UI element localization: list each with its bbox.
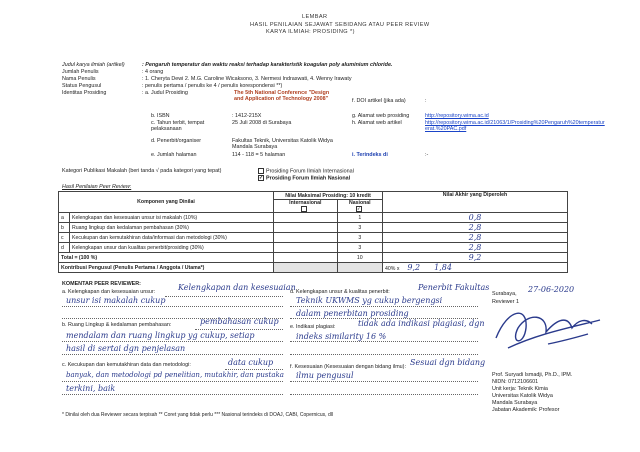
- komentar-c-text3: terkini, baik: [66, 384, 116, 393]
- h-link-line1[interactable]: http://repository.wima.ac.id/21063/1/Prosiding%20Pengaruh%20temperatur: [425, 120, 605, 126]
- nama-value: : 1. Cheryta Dewi 2. M.G. Caroline Wicaksono, 3. Nermesi Indraswati, 4. Wenny Irawaty: [142, 76, 352, 82]
- signer-date: 27-06-2020: [528, 285, 575, 294]
- head-nilai: Nilai Maksimal Prosiding: 10 kredit: [274, 192, 383, 200]
- footnote: * Dinilai oleh dua Reviewer secara terpisah ** Coret yang tidak perlu *** Nasional terindeks di DOAJ, CABI, Copernicus, dll: [62, 412, 333, 418]
- signature-image: [488, 298, 608, 360]
- signer-univ1: Universitas Katolik Widya: [492, 393, 553, 399]
- reviewer-label: Reviewer 1: [492, 299, 519, 305]
- signer-univ2: Mandala Surabaya: [492, 400, 538, 406]
- komentar-c-text2: banyak, dan metodologi pd penelitian, mutakhir, dan pustaka: [66, 371, 284, 379]
- header-line2: HASIL PENILAIAN SEJAWAT SEBIDANG ATAU PEER REVIEW: [250, 22, 430, 28]
- komentar-c-label: c. Kecukupan dan kemutakhiran data dan metodologi:: [62, 362, 191, 368]
- komentar-b-text2: mendalam dan ruang lingkup yg cukup, setiap: [66, 331, 255, 340]
- b-value: : 1412-215X: [232, 113, 262, 119]
- c-label: c. Tahun terbit, tempat pelaksanaan: [151, 120, 205, 132]
- table-row: c Kecukupan dan kemutakhiran data/informasi dan metodologi (30%) 3 2,8: [59, 233, 568, 243]
- komentar-a-text1: Kelengkapan dan kesesuaian: [178, 283, 296, 292]
- g-label: g. Alamat web prosiding: [352, 113, 410, 119]
- d-label: d. Penerbit/organiser: [151, 138, 202, 144]
- head-komponen: Komponen yang Dinilai: [59, 192, 274, 213]
- identitas-label: Identitas Prosiding: [62, 90, 107, 96]
- signer-jabatan: Jabatan Akademik: Profesor: [492, 407, 560, 413]
- g-link[interactable]: http://repository.wima.ac.id: [425, 113, 489, 119]
- status-label: Status Pengusul: [62, 83, 102, 89]
- komentar-a-label: a. Kelengkapan dan kesesuaian unsur:: [62, 289, 156, 295]
- total-row: Total = (100 %) 10 9,2: [59, 253, 568, 263]
- i-value: :-: [425, 152, 429, 158]
- komentar-e-text2: indeks similarity 16 %: [296, 332, 387, 341]
- komentar-e-text1: tidak ada indikasi plagiasi, dgn: [358, 319, 485, 328]
- table-row: a Kelengkapan dan kesesuaian unsur isi makalah (10%) 1 0,8: [59, 213, 568, 223]
- f-value: :: [425, 98, 427, 104]
- head-akhir: Nilai Akhir yang Diperoleh: [383, 192, 568, 213]
- score-table: [58, 191, 568, 273]
- checkbox-international[interactable]: [258, 168, 264, 174]
- e-label: e. Jumlah halaman: [151, 152, 197, 158]
- checkbox-nasional-checked[interactable]: ✓: [259, 175, 264, 181]
- a-value1: The 5th National Conference "Design: [234, 90, 330, 96]
- head-int: Internasional: [274, 200, 338, 213]
- h-link-line2[interactable]: erat.%20PAC.pdf: [425, 126, 467, 132]
- komentar-f-label: f. Kesesuaian (Kesesuaian dengan bidang ilmu):: [290, 364, 406, 370]
- komentar-d-text3: dalam penerbitan prosiding: [296, 309, 409, 318]
- komentar-a-text2: unsur isi makalah cukup: [66, 296, 166, 305]
- judul-value: : Pengaruh temperatur dan waktu reaksi terhadap karakteristik koagulan poly aluminium chloride.: [142, 62, 393, 68]
- judul-label: Judul karya ilmiah (artikel): [62, 62, 125, 68]
- komentar-f-text1: Sesuai dgn bidang: [410, 358, 486, 367]
- header-line3: KARYA ILMIAH: PROSIDING *): [266, 29, 355, 35]
- d-value2: Mandala Surabaya: [232, 144, 278, 150]
- table-caption: Hasil Penilaian Peer Review:: [62, 184, 132, 190]
- jumlah-label: Jumlah Penulis: [62, 69, 99, 75]
- kategori-label: Kategori Publikasi Makalah (beri tanda √ pada kategori yang tepat): [62, 168, 222, 174]
- i-label: i. Terindeks di: [352, 152, 388, 158]
- signer-name: Prof. Suryadi Ismadji, Ph.D., IPM.: [492, 372, 573, 378]
- kontribusi-cell: 40% x 9,2 1,84: [383, 263, 568, 273]
- kontribusi-row: Kontribusi Pengusul (Penulis Pertama / Anggota / Utama*) 40% x 9,2 1,84: [59, 263, 568, 273]
- status-value: : penulis pertama / penulis ke 4 / penulis korespondensi **): [142, 83, 283, 89]
- komentar-title: KOMENTAR PEER REVIEWER:: [62, 281, 141, 287]
- komentar-b-label: b. Ruang Lingkup & kedalaman pembahasan:: [62, 322, 172, 328]
- table-row: d Kelengkapan unsur dan kualitas penerbit/prosiding (30%) 3 2,8: [59, 243, 568, 253]
- nama-label: Nama Penulis: [62, 76, 96, 82]
- f-label: f. DOI artikel (jika ada): [352, 98, 406, 104]
- a-label: : a. Judul Prosiding: [142, 90, 188, 96]
- kategori-opt1[interactable]: Prosiding Forum Ilmiah Internasional: [258, 168, 354, 174]
- komentar-d-text2: Teknik UKWMS yg cukup bergengsi: [296, 296, 443, 305]
- jumlah-value: : 4 orang: [142, 69, 164, 75]
- komentar-b-text1: pembahasan cukup: [200, 317, 279, 326]
- signer-nidn: NIDN: 0712106601: [492, 379, 539, 385]
- kategori-opt2[interactable]: ✓ Prosiding Forum Ilmiah Nasional: [259, 175, 351, 182]
- h-label: h. Alamat web artikel: [352, 120, 402, 126]
- komentar-c-text1: data cukup: [228, 358, 274, 367]
- signer-place: Surabaya,: [492, 291, 517, 297]
- head-nas: Nasional ✓: [337, 200, 382, 213]
- komentar-d-label: d. Kelengkapan unsur & kualitas penerbit:: [290, 289, 390, 295]
- a-value2: and Application of Technology 2008": [234, 96, 329, 102]
- komentar-f-text2: ilmu pengusul: [296, 371, 354, 380]
- komentar-e-label: e. Indikasi plagiasi:: [290, 324, 336, 330]
- signer-unit: Unit kerja: Teknik Kimia: [492, 386, 548, 392]
- e-value: 114 - 118 = 5 halaman: [232, 152, 286, 158]
- c-value: 25 Juli 2008 di Surabaya: [232, 120, 292, 126]
- d-value1: Fakultas Teknik, Universitas Katolik Widya: [232, 138, 333, 144]
- b-label: b. ISBN: [151, 113, 170, 119]
- header-line1: LEMBAR: [302, 14, 328, 20]
- komentar-d-text1: Penerbit Fakultas: [418, 283, 490, 292]
- komentar-b-text3: hasil di sertai dgn penjelasan: [66, 344, 186, 353]
- table-row: b Ruang lingkup dan kedalaman pembahasan (30%) 3 2,8: [59, 223, 568, 233]
